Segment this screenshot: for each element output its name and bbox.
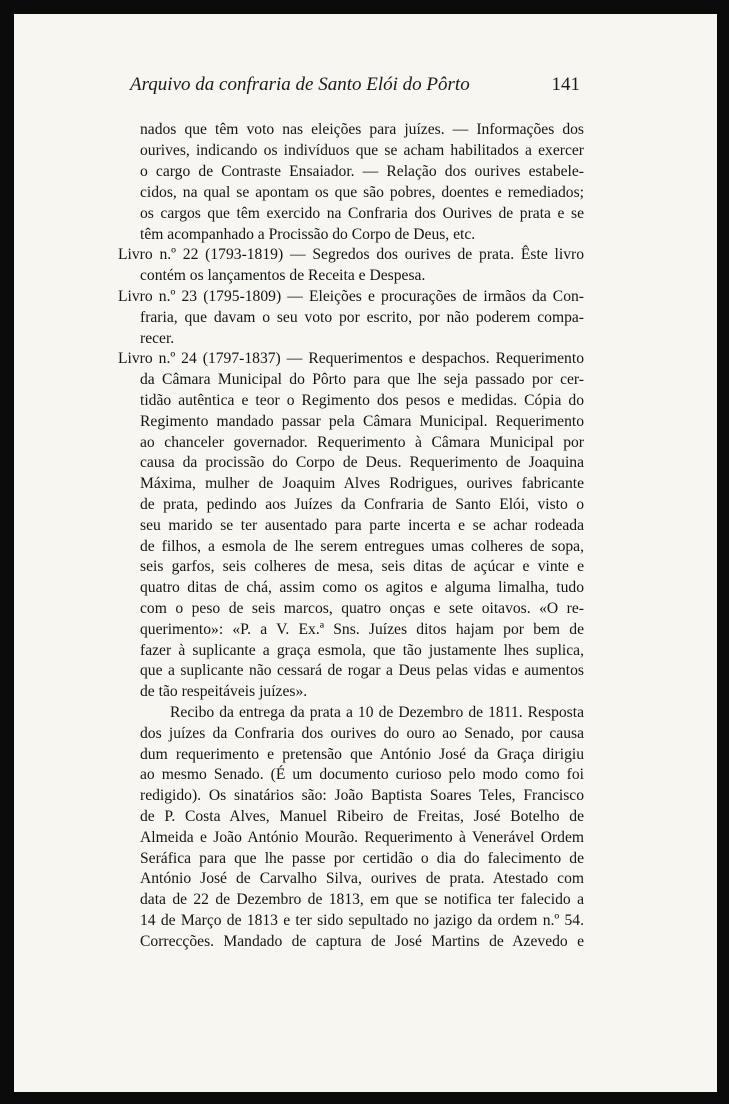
text-line: de filhos, a esmola de lhe serem entregues umas colheres de sopa,: [140, 538, 584, 555]
text-line: contém os lançamentos de Receita e Despesa.: [140, 267, 426, 284]
page-number: 141: [551, 74, 580, 95]
text-line: ao mesmo Senado. (É um documento curioso pelo modo como foi: [140, 766, 584, 783]
text-line: Seráfica para que lhe passe por certidão o dia do falecimento de: [140, 850, 584, 867]
text-line: Livro n.º 24 (1797-1837) — Requerimentos e despachos. Requerimento: [118, 350, 584, 367]
text-line: de P. Costa Alves, Manuel Ribeiro de Freitas, José Botelho de: [140, 808, 584, 825]
text-line: Regimento mandado passar pela Câmara Municipal. Requerimento: [140, 413, 584, 430]
text-line: de tão respeitáveis juízes».: [140, 683, 308, 700]
text-line: recer.: [140, 330, 175, 347]
text-line: António José de Carvalho Silva, ourives de prata. Atestado com: [140, 870, 584, 887]
text-line: da Câmara Municipal do Pôrto para que lhe seja passado por cer-: [140, 371, 584, 388]
text-line: querimento»: «P. a V. Ex.ª Sns. Juízes ditos hajam por bem de: [140, 621, 584, 638]
text-line: com o peso de seis marcos, quatro onças e sete oitavos. «O re-: [140, 600, 584, 617]
text-line: Livro n.º 23 (1795-1809) — Eleições e procurações de irmãos da Con-: [118, 288, 584, 305]
text-line: Livro n.º 22 (1793-1819) — Segredos dos ourives de prata. Êste livro: [118, 246, 584, 263]
text-line: têm acompanhado a Procissão do Corpo de Deus, etc.: [140, 226, 476, 243]
text-line: dum requerimento e pretensão que António José da Graça dirigiu: [140, 746, 584, 763]
text-line: nados que têm voto nas eleições para juízes. — Informações dos: [140, 121, 584, 138]
text-line: fazer à suplicante a graça esmola, que tão justamente lhes suplica,: [140, 642, 584, 659]
text-line: que a suplicante não cessará de rogar a Deus pelas vidas e aumentos: [140, 662, 584, 679]
text-line: seis garfos, seis colheres de mesa, seis ditas de açúcar e vinte e: [140, 558, 584, 575]
text-line: fraria, que davam o seu voto por escrito, por não poderem compa-: [140, 309, 584, 326]
text-line: Almeida e João António Mourão. Requerimento à Venerável Ordem: [140, 829, 584, 846]
text-line: redigido). Os sinatários são: João Baptista Soares Teles, Francisco: [140, 787, 584, 804]
text-line: causa da procissão do Corpo de Deus. Requerimento de Joaquina: [140, 454, 584, 471]
text-line: ao chanceler governador. Requerimento à Câmara Municipal por: [140, 434, 584, 451]
text-line: data de 22 de Dezembro de 1813, em que se notifica ter falecido a: [140, 891, 584, 908]
text-line: Máxima, mulher de Joaquim Alves Rodrigues, ourives fabricante: [140, 475, 584, 492]
text-line: tidão autêntica e teor o Regimento dos pesos e medidas. Cópia do: [140, 392, 584, 409]
text-line: 14 de Março de 1813 e ter sido sepultado no jazigo da ordem n.º 54.: [140, 912, 584, 929]
text-line: quatro ditas de chá, assim como os agitos e alguma limalha, tudo: [140, 579, 584, 596]
text-line: seu marido se ter ausentado para parte incerta e se achar rodeada: [140, 517, 584, 534]
text-line: Recibo da entrega da prata a 10 de Dezembro de 1811. Resposta: [170, 704, 584, 721]
text-line: dos juízes da Confraria dos ourives do ouro ao Senado, por causa: [140, 725, 584, 742]
text-line: os cargos que têm exercido na Confraria dos Ourives de prata e se: [140, 205, 584, 222]
header-title: Arquivo da confraria de Santo Elói do Pôrto: [130, 74, 470, 95]
text-line: cidos, na qual se apontam os que são pobres, doentes e remediados;: [140, 184, 584, 201]
text-line: de prata, pedindo aos Juízes da Confraria de Santo Elói, visto o: [140, 496, 584, 513]
text-line: ourives, indicando os indivíduos que se acham habilitados a exercer: [140, 142, 584, 159]
text-line: Correcções. Mandado de captura de José Martins de Azevedo e: [140, 933, 584, 950]
text-line: o cargo de Contraste Ensaiador. — Relação dos ourives estabele-: [140, 163, 584, 180]
